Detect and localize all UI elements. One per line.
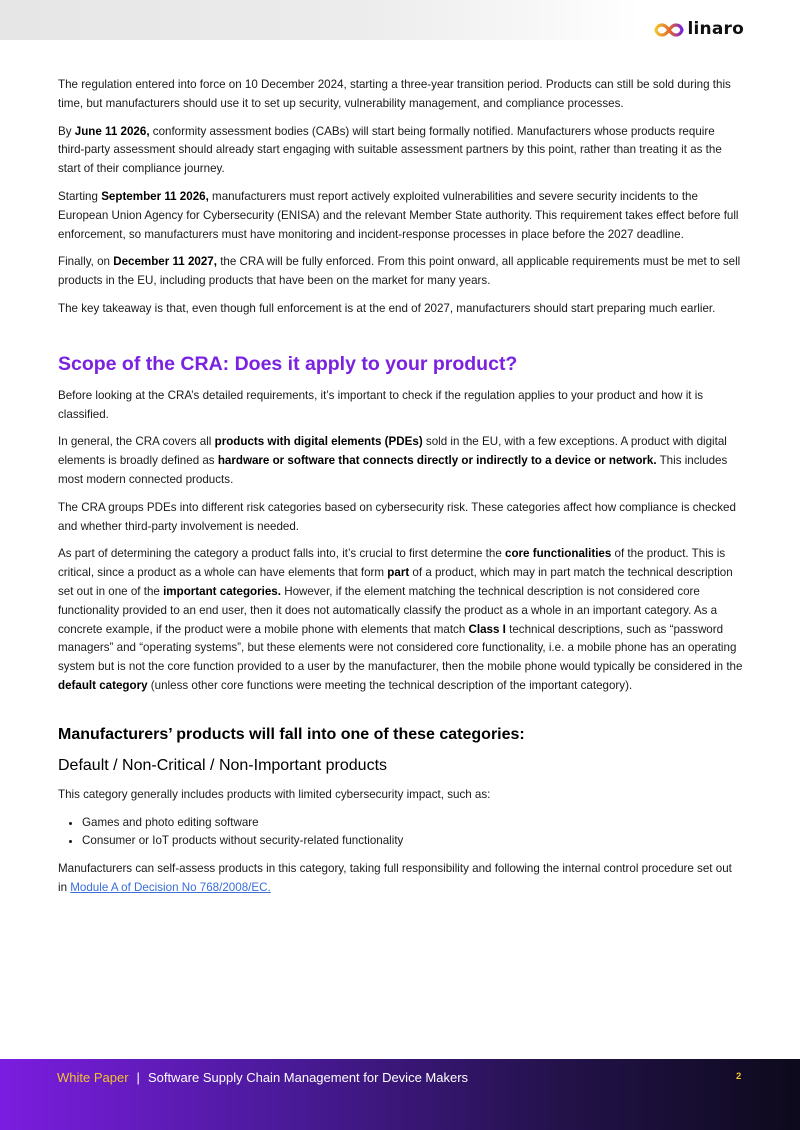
date-emphasis: December 11 2027, [113, 255, 217, 269]
paragraph-text: The key takeaway is that, even though full enforcement is at the end of 2027, manufacturers should start preparing much earlier. [58, 301, 716, 315]
term-emphasis: products with digital elements (PDEs) [214, 435, 423, 449]
module-a-link[interactable]: Module A of Decision No 768/2008/EC. [70, 880, 271, 894]
paragraph-text: Finally, on [58, 255, 114, 269]
page-number: 2 [736, 1071, 742, 1082]
paragraph-pde-definition [58, 433, 744, 489]
paragraph-text: of the product. This is critical, since a product as a whole can have elements that form [58, 547, 726, 580]
paragraph-default-intro [58, 786, 744, 805]
footer-doc-type: White Paper [57, 1070, 129, 1085]
header-band [0, 0, 800, 40]
paragraph-text: By [58, 124, 75, 138]
term-emphasis: part [387, 566, 410, 580]
paragraph-text: Starting [58, 189, 102, 203]
paragraph-text: technical descriptions, such as “password managers” and “operating systems”, but these elements were not considered core functionality, i.e. a mobile phone has an operating system but is not the core function provided to a user by the manufacturer, then the mobile phone would typically be considered in the [58, 622, 743, 674]
paragraph-text: As part of determining the category a product falls into, it’s crucial to first determine the [58, 547, 506, 561]
paragraph-text: conformity assessment bodies (CABs) will start being formally notified. Manufacturers whose products require third-party assessment should already start engaging with suitable assessment partners by this point, rather than treating it as the start of their compliance journey. [58, 124, 722, 176]
paragraph-text: The regulation entered into force on 10 December 2024, starting a three-year transition period. Products can still be sold during this time, but manufacturers should use it to set up security, vulnerability management, and compliance processes. [58, 78, 731, 110]
date-emphasis: June 11 2026, [74, 124, 150, 138]
section-heading-scope: Scope of the CRA: Does it apply to your product? [58, 352, 518, 375]
logo-wordmark: linaro [687, 19, 744, 39]
paragraph-september-2026 [58, 188, 744, 244]
term-emphasis: important categories. [163, 584, 281, 598]
paragraph-core-functionalities [58, 545, 744, 695]
paragraph-text: This includes most modern connected products. [58, 454, 728, 486]
paragraph-risk-categories [58, 499, 744, 537]
paragraph-text: the CRA will be fully enforced. From this point onward, all applicable requirements must be met to sell products in the EU, including products that have been on the market for many years. [58, 255, 741, 288]
linaro-infinity-icon [654, 22, 684, 38]
term-emphasis: default category [58, 678, 148, 692]
paragraph-scope-intro [58, 387, 744, 425]
paragraph-text: In general, the CRA covers all [58, 435, 215, 449]
date-emphasis: September 11 2026, [101, 189, 209, 203]
paragraph-text: Manufacturers can self-assess products in this category, taking full responsibility and following the internal control procedure set out in [58, 862, 732, 894]
paragraph-text: sold in the EU, with a few exceptions. A product with digital elements is broadly defined as [58, 435, 727, 468]
paragraph-text: This category generally includes products with limited cybersecurity impact, such as: [58, 787, 491, 801]
footer-doc-title: Software Supply Chain Management for Device Makers [147, 1070, 469, 1085]
linaro-logo [654, 21, 745, 38]
paragraph-text: The CRA groups PDEs into different risk categories based on cybersecurity risk. These categories affect how compliance is checked and whether third-party involvement is needed. [58, 500, 736, 533]
paragraph-transition [58, 76, 744, 114]
footer-separator: | [136, 1070, 140, 1085]
term-emphasis: core functionalities [505, 547, 612, 561]
paragraph-self-assess [58, 860, 744, 898]
page-content [58, 76, 744, 907]
list-item: • Games and photo editing software [82, 814, 744, 833]
default-category-list [58, 814, 744, 852]
paragraph-june-2026 [58, 123, 744, 179]
paragraph-text: (unless other core functions were meeting the technical description of the important category). [147, 678, 633, 692]
subheading-default-category: Default / Non-Critical / Non-Important products [58, 756, 388, 774]
section-heading-categories: Manufacturers’ products will fall into one of these categories: [58, 725, 525, 743]
paragraph-december-2027 [58, 253, 744, 291]
term-emphasis: hardware or software that connects directly or indirectly to a device or network. [217, 454, 657, 468]
footer-title [57, 1070, 468, 1086]
paragraph-text: Before looking at the CRA’s detailed requirements, it’s important to check if the regulation applies to your product and how it is classified. [58, 388, 704, 421]
paragraph-key-takeaway [58, 300, 744, 319]
paragraph-text: manufacturers must report actively exploited vulnerabilities and severe security incidents to the European Union Agency for Cybersecurity (ENISA) and the relevant Member State authority. This requirement takes effect before full enforcement, so manufacturers must have monitoring and incident-response processes in place before the 2027 deadline. [58, 189, 739, 241]
paragraph-text: However, if the element matching the technical description is not considered core functionality provided to an end user, then it does not automatically classify the product as a whole in an important category. As a concrete example, if the product were a mobile phone with elements that match [58, 584, 718, 636]
footer-band [0, 1059, 800, 1130]
list-item: • Consumer or IoT products without security-related functionality [82, 832, 744, 851]
term-emphasis: Class I [468, 622, 506, 636]
paragraph-text: of a product, which may in part match the technical description set out in one of the [58, 566, 733, 598]
